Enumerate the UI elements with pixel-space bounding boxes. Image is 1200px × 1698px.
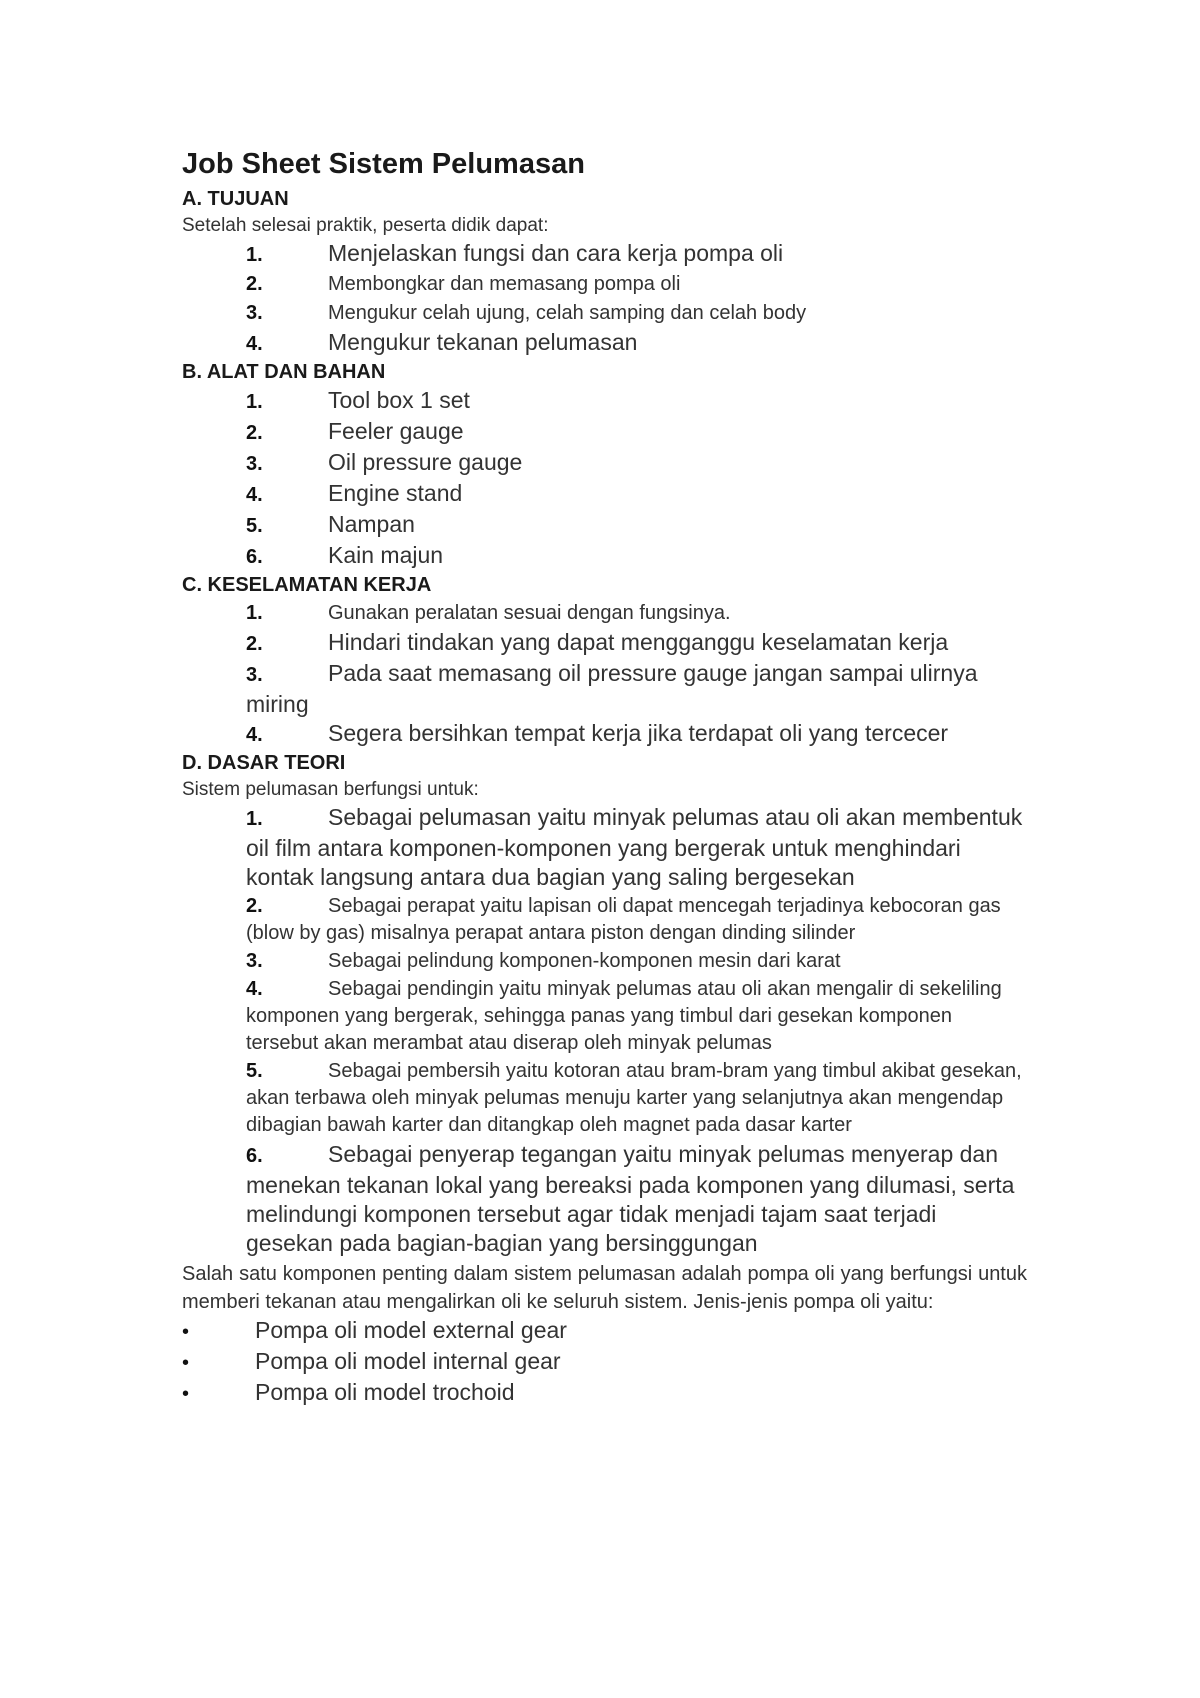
list-item	[246, 541, 1027, 572]
list-item-text: Feeler gauge	[328, 418, 464, 444]
list-item	[246, 659, 1027, 719]
pump-types-list	[182, 1316, 1027, 1409]
section-d-intro: Sistem pelumasan berfungsi untuk:	[182, 779, 479, 800]
list-item-text: Nampan	[328, 511, 415, 537]
list-item-text: Sebagai perapat yaitu lapisan oli dapat mencegah terjadinya kebocoran gas (blow by gas) misalnya perapat antara piston dengan dinding silinder	[246, 895, 1001, 944]
list-item	[246, 299, 1027, 328]
section-a-intro: Setelah selesai praktik, peserta didik dapat:	[182, 215, 549, 236]
list-item	[246, 386, 1027, 417]
list-item-text: Pada saat memasang oil pressure gauge jangan sampai ulirnya miring	[246, 660, 978, 717]
list-item-text: Tool box 1 set	[328, 387, 470, 413]
list-item-text: Engine stand	[328, 480, 463, 506]
section-b-list	[182, 386, 1027, 572]
list-item-text: Kain majun	[328, 542, 444, 568]
list-number: 3.	[246, 950, 263, 972]
list-item-text: Segera bersihkan tempat kerja jika terdapat oli yang tercecer	[328, 720, 949, 746]
pump-paragraph: Salah satu komponen penting dalam sistem pelumasan adalah pompa oli yang berfungsi untuk memberi tekanan atau mengalirkan oli ke seluruh sistem. Jenis-jenis pompa oli yaitu:	[182, 1263, 1027, 1313]
list-item	[246, 510, 1027, 541]
list-item-text: Pompa oli model internal gear	[255, 1348, 561, 1374]
list-item	[246, 328, 1027, 359]
list-item-text: Membongkar dan memasang pompa oli	[328, 273, 681, 295]
list-number: 4.	[246, 333, 263, 355]
list-item-text: Menjelaskan fungsi dan cara kerja pompa oli	[328, 240, 784, 266]
section-a-heading: A. TUJUAN	[182, 188, 289, 210]
section-a-list	[182, 239, 1027, 359]
list-number: 2.	[246, 633, 263, 655]
document-title: Job Sheet Sistem Pelumasan	[182, 148, 585, 180]
list-number: 3.	[246, 664, 263, 686]
section-c-list	[182, 599, 1027, 750]
list-item	[246, 893, 1027, 947]
list-number: 6.	[246, 546, 263, 568]
list-number: 4.	[246, 484, 263, 506]
list-item	[246, 239, 1027, 270]
section-d-list	[182, 803, 1027, 1258]
list-number: 5.	[246, 1060, 263, 1082]
list-item-text: Sebagai pelumasan yaitu minyak pelumas atau oli akan membentuk oil film antara komponen-komponen yang bergerak untuk menghindari kontak langsung antara dua bagian yang saling bergesekan	[246, 804, 1023, 890]
document-content	[182, 146, 1027, 1409]
list-item-text: Pompa oli model external gear	[255, 1317, 567, 1343]
list-item	[246, 270, 1027, 299]
list-number: 1.	[246, 244, 263, 266]
list-item	[246, 448, 1027, 479]
section-c-heading: C. KESELAMATAN KERJA	[182, 574, 432, 596]
list-item	[246, 719, 1027, 750]
list-item	[182, 1347, 1027, 1378]
section-d-heading: D. DASAR TEORI	[182, 752, 346, 774]
list-number: 5.	[246, 515, 263, 537]
list-number: 3.	[246, 453, 263, 475]
list-item	[246, 1058, 1027, 1139]
bullet-icon: •	[182, 1383, 190, 1405]
list-number: 2.	[246, 895, 263, 917]
list-item	[246, 976, 1027, 1057]
list-item-text: Sebagai pelindung komponen-komponen mesin dari karat	[328, 950, 841, 972]
list-number: 2.	[246, 422, 263, 444]
list-item-text: Sebagai penyerap tegangan yaitu minyak pelumas menyerap dan menekan tekanan lokal yang bereaksi pada komponen yang dilumasi, serta melindungi komponen tersebut agar tidak menjadi tajam saat terjadi gesekan pada bagian-bagian yang bersinggungan	[246, 1141, 1015, 1256]
list-item	[246, 1140, 1027, 1258]
list-item	[182, 1378, 1027, 1409]
list-item-text: Sebagai pembersih yaitu kotoran atau bram-bram yang timbul akibat gesekan, akan terbawa oleh minyak pelumas menuju karter yang selanjutnya akan mengendap dibagian bawah karter dan ditangkap oleh magnet pada dasar karter	[246, 1060, 1022, 1136]
list-item	[246, 948, 1027, 975]
list-item	[246, 599, 1027, 628]
list-item-text: Oil pressure gauge	[328, 449, 523, 475]
list-item	[182, 1316, 1027, 1347]
bullet-icon: •	[182, 1352, 190, 1374]
list-item-text: Gunakan peralatan sesuai dengan fungsinya.	[328, 602, 731, 624]
section-b-heading: B. ALAT DAN BAHAN	[182, 361, 386, 383]
list-item-text: Mengukur tekanan pelumasan	[328, 329, 638, 355]
list-number: 1.	[246, 391, 263, 413]
list-item-text: Mengukur celah ujung, celah samping dan celah body	[328, 302, 807, 324]
list-number: 3.	[246, 302, 263, 324]
list-item	[246, 803, 1027, 892]
bullet-icon: •	[182, 1321, 190, 1343]
list-item	[246, 479, 1027, 510]
list-item-text: Hindari tindakan yang dapat mengganggu keselamatan kerja	[328, 629, 949, 655]
list-number: 4.	[246, 724, 263, 746]
list-number: 2.	[246, 273, 263, 295]
list-item	[246, 417, 1027, 448]
list-number: 4.	[246, 978, 263, 1000]
list-item-text: Pompa oli model trochoid	[255, 1379, 515, 1405]
list-item-text: Sebagai pendingin yaitu minyak pelumas atau oli akan mengalir di sekeliling komponen yang bergerak, sehingga panas yang timbul dari gesekan komponen tersebut akan merambat atau diserap oleh minyak pelumas	[246, 978, 1002, 1054]
list-item	[246, 628, 1027, 659]
list-number: 1.	[246, 602, 263, 624]
list-number: 1.	[246, 808, 263, 830]
list-number: 6.	[246, 1145, 263, 1167]
